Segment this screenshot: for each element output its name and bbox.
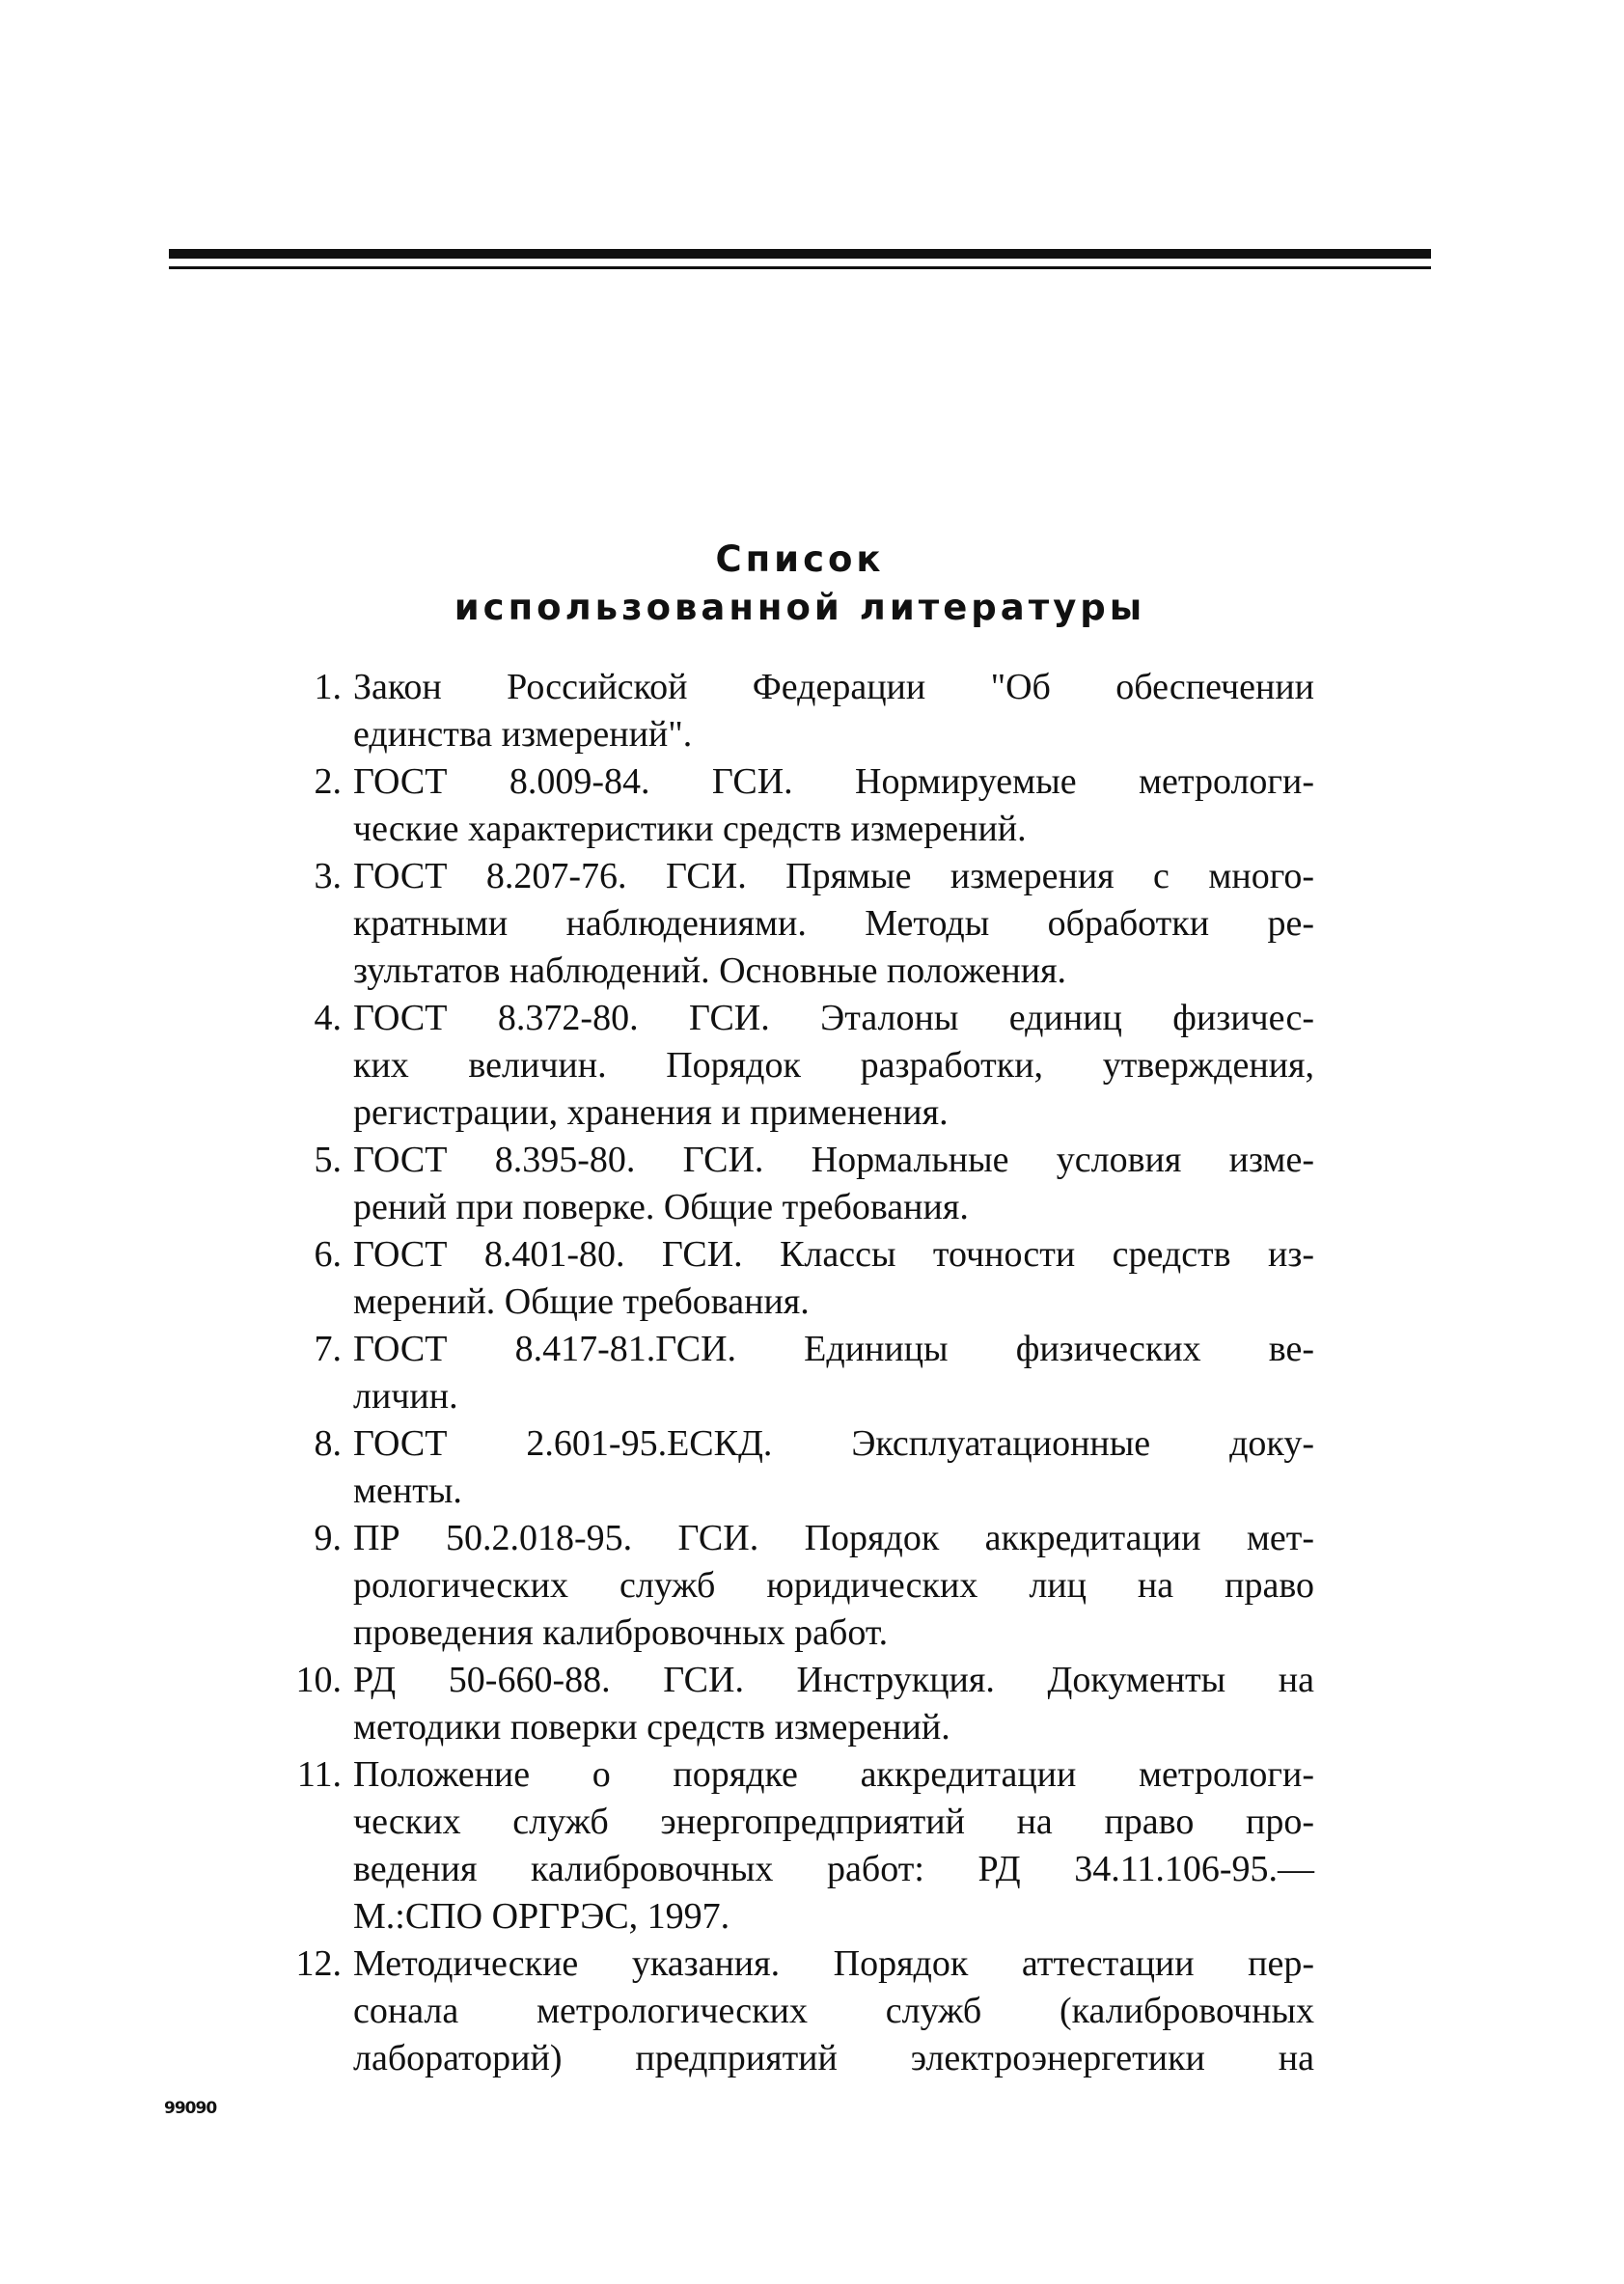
reference-number: 10. xyxy=(295,1660,342,1700)
reference-line: регистрации, хранения и применения. xyxy=(353,1092,949,1133)
reference-line: ГОСТ 8.401-80. ГСИ. Классы точности средств из- xyxy=(353,1234,1314,1275)
reference-item xyxy=(272,853,1314,995)
header-rule-thin xyxy=(169,266,1431,269)
reference-item xyxy=(272,1657,1314,1751)
reference-item xyxy=(272,1326,1314,1420)
reference-line: единства измерений". xyxy=(353,714,693,755)
heading-line-2: использованной литературы xyxy=(454,587,1146,628)
reference-line: проведения калибровочных работ. xyxy=(353,1612,889,1653)
reference-text xyxy=(353,1231,1314,1326)
reference-text xyxy=(353,1326,1314,1420)
reference-number: 1. xyxy=(314,667,342,707)
reference-line: рений при поверке. Общие требования. xyxy=(353,1187,969,1227)
reference-line: ческие характеристики средств измерений. xyxy=(353,809,1027,849)
reference-number: 7. xyxy=(314,1329,342,1369)
reference-line: методики поверки средств измерений. xyxy=(353,1707,950,1747)
reference-line: лабораторий) предприятий электроэнергетики на xyxy=(353,2038,1314,2078)
reference-number: 8. xyxy=(314,1423,342,1464)
reference-line: М.:СПО ОРГРЭС, 1997. xyxy=(353,1896,730,1937)
reference-number: 6. xyxy=(314,1234,342,1275)
reference-text xyxy=(353,1940,1314,2082)
reference-number: 5. xyxy=(314,1140,342,1180)
reference-line: кратными наблюдениями. Методы обработки ре- xyxy=(353,903,1314,944)
reference-text xyxy=(353,1515,1314,1657)
reference-line: личин. xyxy=(353,1376,458,1417)
reference-list xyxy=(272,664,1314,2082)
reference-item xyxy=(272,1751,1314,1940)
header-rule-thick xyxy=(169,249,1431,259)
reference-line: зультатов наблюдений. Основные положения. xyxy=(353,950,1067,991)
reference-item xyxy=(272,1515,1314,1657)
reference-number: 12. xyxy=(295,1943,342,1984)
reference-item xyxy=(272,1940,1314,2082)
reference-number: 4. xyxy=(314,998,342,1038)
reference-line: рологических служб юридических лиц на право xyxy=(353,1565,1314,1606)
reference-item xyxy=(272,1137,1314,1231)
heading-line-1: Список xyxy=(715,538,885,580)
reference-number: 9. xyxy=(314,1518,342,1558)
reference-item xyxy=(272,664,1314,758)
reference-text xyxy=(353,1137,1314,1231)
reference-text xyxy=(353,1751,1314,1940)
reference-text xyxy=(353,664,1314,758)
reference-line: ких величин. Порядок разработки, утверждения, xyxy=(353,1045,1314,1086)
reference-item xyxy=(272,1420,1314,1515)
reference-item xyxy=(272,1231,1314,1326)
reference-line: ГОСТ 2.601-95.ЕСКД. Эксплуатационные доку- xyxy=(353,1423,1314,1464)
reference-text xyxy=(353,995,1314,1137)
reference-line: ПР 50.2.018-95. ГСИ. Порядок аккредитации мет- xyxy=(353,1518,1314,1558)
page-code: 99090 xyxy=(164,2099,217,2118)
reference-line: ГОСТ 8.009-84. ГСИ. Нормируемые метрологи- xyxy=(353,761,1314,802)
reference-line: Положение о порядке аккредитации метрологи- xyxy=(353,1754,1314,1795)
reference-line: ГОСТ 8.417-81.ГСИ. Единицы физических ве- xyxy=(353,1329,1314,1369)
reference-text xyxy=(353,1657,1314,1751)
reference-text xyxy=(353,758,1314,853)
reference-line: ческих служб энергопредприятий на право про- xyxy=(353,1802,1314,1842)
reference-line: ГОСТ 8.372-80. ГСИ. Эталоны единиц физичес- xyxy=(353,998,1314,1038)
reference-number: 11. xyxy=(296,1754,342,1795)
reference-line: мерений. Общие требования. xyxy=(353,1281,810,1322)
reference-item xyxy=(272,995,1314,1137)
reference-line: ведения калибровочных работ: РД 34.11.106-95.— xyxy=(353,1849,1314,1889)
reference-line: сонала метрологических служб (калибровочных xyxy=(353,1991,1314,2031)
reference-line: ГОСТ 8.395-80. ГСИ. Нормальные условия изме- xyxy=(353,1140,1314,1180)
reference-line: Закон Российской Федерации "Об обеспечении xyxy=(353,667,1314,707)
reference-line: Методические указания. Порядок аттестации пер- xyxy=(353,1943,1314,1984)
reference-text xyxy=(353,1420,1314,1515)
reference-text xyxy=(353,853,1314,995)
section-heading xyxy=(169,536,1431,632)
reference-number: 2. xyxy=(314,761,342,802)
reference-line: РД 50-660-88. ГСИ. Инструкция. Документы на xyxy=(353,1660,1314,1700)
reference-line: ГОСТ 8.207-76. ГСИ. Прямые измерения с много- xyxy=(353,856,1314,896)
reference-number: 3. xyxy=(314,856,342,896)
reference-line: менты. xyxy=(353,1471,462,1511)
reference-item xyxy=(272,758,1314,853)
